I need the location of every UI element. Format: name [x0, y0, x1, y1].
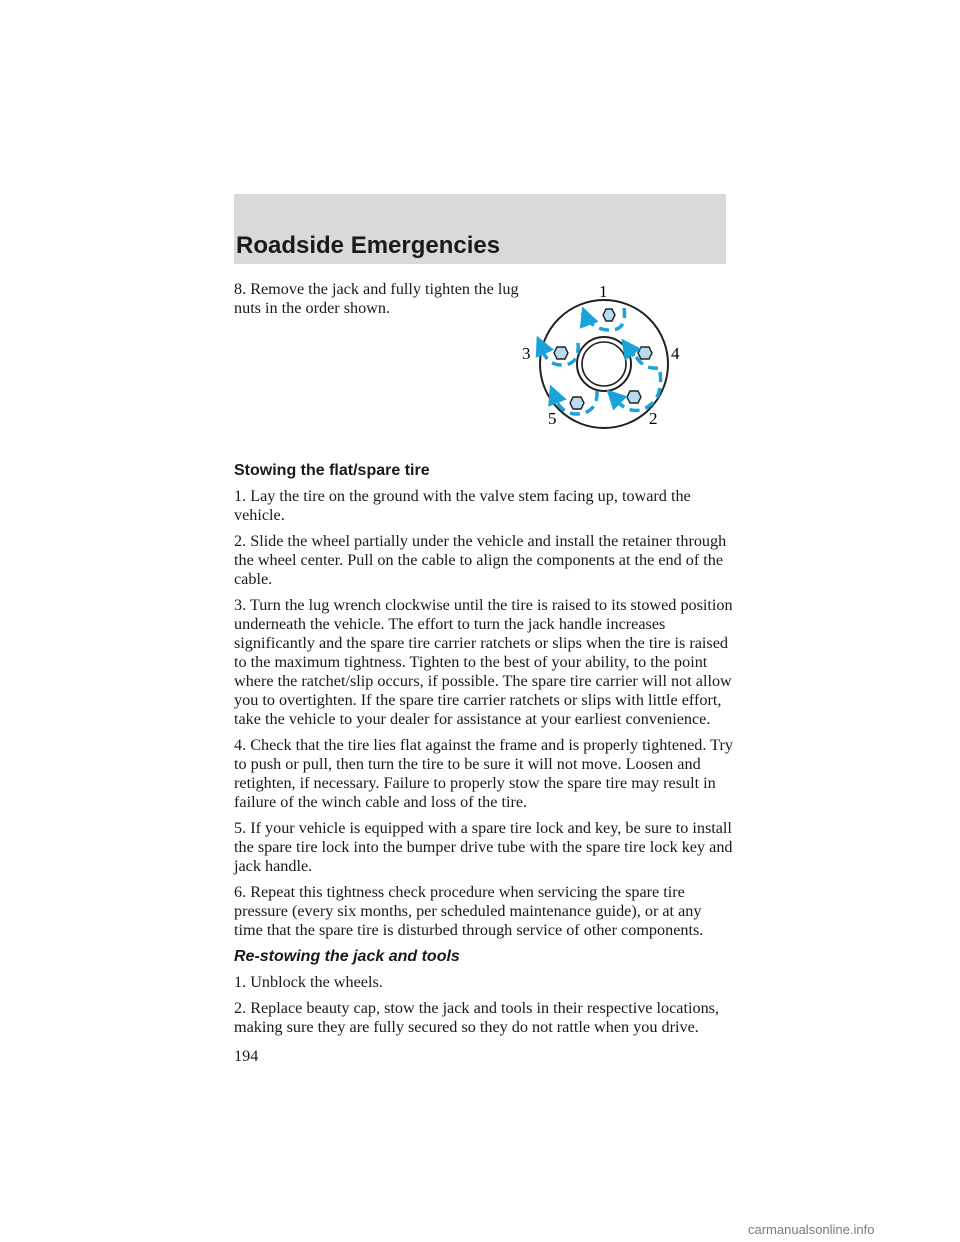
lug-nut-2 [612, 372, 661, 410]
lug-nut-1 [582, 308, 624, 330]
wheel-hub-inner [582, 342, 626, 386]
wheel-hub-outer [577, 337, 631, 391]
stowing-step: 1. Lay the tire on the ground with the valve stem facing up, toward the vehicle. [234, 487, 691, 524]
watermark-link[interactable]: carmanualsonline.info [748, 1222, 875, 1237]
stowing-step: 6. Repeat this tightness check procedure when servicing the spare tire pressure (every six months, per scheduled maintenance guide), or at any time that the spare tire is disturbed through service of other components. [234, 883, 704, 939]
stowing-step: 2. Slide the wheel partially under the vehicle and install the retainer through the wheel center. Pull on the cable to align the components at the end of the cable. [234, 532, 727, 588]
order-label-3: 3 [522, 344, 531, 363]
order-label-1: 1 [599, 282, 608, 301]
order-label-4: 4 [671, 344, 680, 363]
lug-nut-tightening-order-diagram [505, 274, 705, 440]
main-content [234, 461, 734, 1066]
stowing-step: 5. If your vehicle is equipped with a spare tire lock and key, be sure to install the spare tire lock into the bumper drive tube with the spare tire lock key and jack handle. [234, 819, 733, 875]
lug-nut-3 [540, 343, 578, 365]
stowing-heading: Stowing the flat/spare tire [234, 462, 430, 479]
section-title: Roadside Emergencies [236, 232, 501, 259]
stowing-step: 3. Turn the lug wrench clockwise until the tire is raised to its stowed position underneath the vehicle. The effort to turn the jack handle increases significantly and the spare tire carrier ratchets or slips when the tire is raised to the maximum tightness. Tighten to the best of your ability, to the point where the ratchet/slip occurs, if possible. The spare tire carrier will not allow you to overtighten. If the spare tire carrier ratchets or slips with little effort, take the vehicle to your dealer for assistance at your earliest convenience. [234, 596, 733, 728]
order-label-2: 2 [649, 409, 658, 428]
restowing-heading: Re-stowing the jack and tools [234, 948, 460, 965]
stowing-step: 4. Check that the tire lies flat against the frame and is properly tightened. Try to push or pull, then turn the tire to be sure it will not move. Loosen and retighten, if necessary. Failure to properly stow the spare tire may result in failure of the winch cable and loss of the tire. [234, 736, 733, 811]
order-label-5: 5 [548, 409, 557, 428]
intro-step-8: 8. Remove the jack and fully tighten the lug nuts in the order shown. [234, 280, 519, 317]
restowing-step: 2. Replace beauty cap, stow the jack and tools in their respective locations, making sure they are fully secured so they do not rattle when you drive. [234, 999, 720, 1036]
page-number: 194 [234, 1047, 259, 1065]
restowing-step: 1. Unblock the wheels. [234, 973, 383, 991]
